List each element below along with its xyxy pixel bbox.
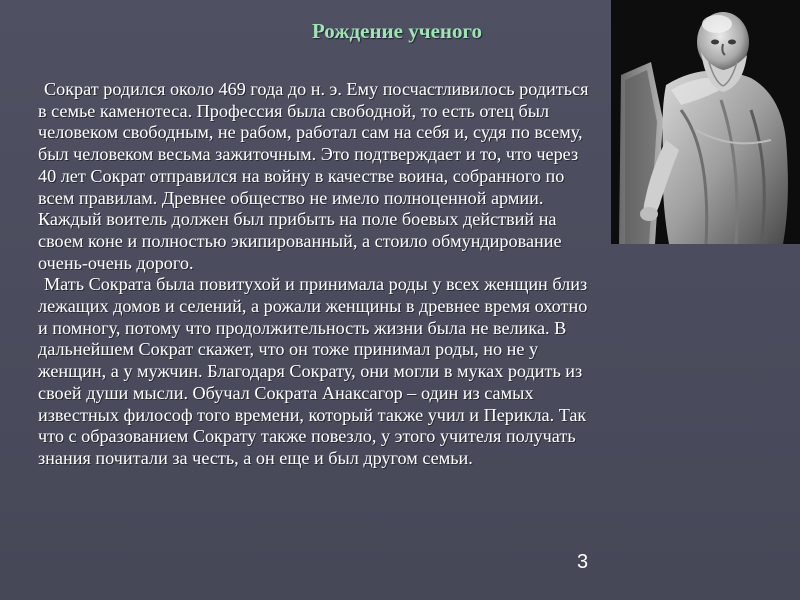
paragraph-mother: Мать Сократа была повитухой и принимала роды у всех женщин близ лежащих домов и селений, а рожали женщины в древнее время охотно и помногу, потому что продолжительность жизни была не велика. В дальнейшем Сократ скажет, что он тоже принимал роды, но не у женщин, а у мужчин. Благодаря Сократу, они могли в муках родить из своей души мысли. Обучал Сократа Анаксагор – один из самых известных философ того времени, который также учил и Перикла. Так что с образованием Сократу также повезло, у этого учителя получать знания почитали за честь, а он еще и был другом семьи. xyxy=(38,274,588,468)
paragraph-birth: Сократ родился около 469 года до н. э. Ему посчастливилось родиться в семье каменотеса. Профессия была свободной, то есть отец был человеком свободным, не рабом, работал сам на себя и, судя по всему, был человеком весьма зажиточным. Это подтверждает и то, что через 40 лет Сократ отправился на войну в качестве воина, собранного по всем правилам. Древнее общество не имело полноценной армии. Каждый воитель должен был прибыть на поле боевых действий на своем коне и полностью экипированный, а стоило обмундирование очень-очень дорого. xyxy=(38,79,589,273)
socrates-statue-photo xyxy=(611,0,800,244)
page-number: 3 xyxy=(577,551,589,573)
body-text xyxy=(38,79,598,470)
slide-title: Рождение ученого xyxy=(312,19,482,43)
